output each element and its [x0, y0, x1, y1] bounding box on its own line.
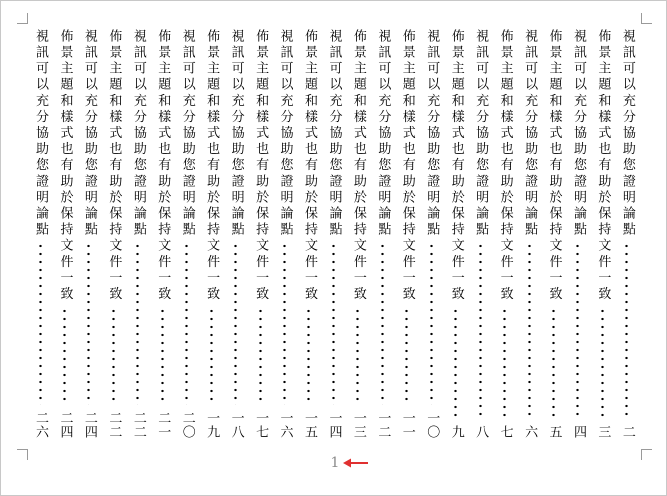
toc-entry-title: 佈景主題和樣式也有助於保持文件一致 [595, 29, 611, 303]
toc-entry[interactable] [153, 29, 171, 439]
toc-entry-title: 視訊可以充分協助您證明論點 [228, 29, 244, 239]
toc-entry[interactable] [80, 29, 98, 439]
toc-entry-title: 佈景主題和樣式也有助於保持文件一致 [253, 29, 269, 303]
left-arrow-icon [343, 457, 369, 469]
toc-entry-page-number: 三 [595, 425, 611, 439]
toc-leader-dots [479, 242, 482, 419]
toc-entry-page-number: 二六 [33, 411, 48, 439]
toc-entry-title: 視訊可以充分協助您證明論點 [424, 29, 440, 239]
toc-leader-dots [625, 242, 628, 419]
toc-entry-page-number: 二 [619, 425, 635, 439]
toc-entry-title: 佈景主題和樣式也有助於保持文件一致 [106, 29, 122, 303]
toc-entry[interactable] [520, 29, 538, 439]
toc-entry-page-number: 二二 [106, 411, 122, 439]
toc-entry[interactable] [398, 29, 416, 439]
crop-mark-bottom-right [641, 449, 652, 460]
toc-leader-dots [161, 307, 164, 405]
toc-leader-dots [430, 242, 433, 405]
toc-entry[interactable] [422, 29, 440, 439]
toc-entry-page-number: 一七 [253, 411, 269, 439]
toc-leader-dots [552, 307, 555, 419]
toc-entry[interactable] [618, 29, 636, 439]
toc-leader-dots [332, 242, 335, 405]
toc-leader-dots [112, 307, 115, 405]
toc-leader-dots [454, 307, 457, 419]
toc-entry-page-number: 六 [522, 425, 538, 439]
toc-entry-page-number: 四 [570, 425, 586, 439]
toc-entry-page-number: 二四 [81, 411, 97, 439]
toc-entry-title: 佈景主題和樣式也有助於保持文件一致 [350, 29, 366, 303]
toc-entry[interactable] [471, 29, 489, 439]
toc-entry[interactable] [202, 29, 220, 439]
toc-entry-page-number: 一〇 [424, 411, 440, 439]
toc-entry[interactable] [569, 29, 587, 439]
toc-entry[interactable] [178, 29, 196, 439]
toc-entry-title: 佈景主題和樣式也有助於保持文件一致 [546, 29, 562, 303]
toc-entry[interactable] [300, 29, 318, 439]
toc-entry-page-number: 二〇 [179, 411, 195, 439]
toc-entry-page-number: 一九 [204, 411, 220, 439]
toc-leader-dots [528, 242, 531, 419]
toc-leader-dots [210, 307, 213, 405]
toc-entry-page-number: 一一 [399, 411, 415, 439]
toc-entry-page-number: 一二 [375, 411, 391, 439]
toc-entry-title: 佈景主題和樣式也有助於保持文件一致 [204, 29, 220, 303]
toc-entry-page-number: 一五 [301, 411, 317, 439]
toc-entry-title: 視訊可以充分協助您證明論點 [81, 29, 97, 239]
toc-entry-title: 視訊可以充分協助您證明論點 [619, 29, 635, 239]
toc-entry[interactable] [129, 29, 147, 439]
toc-entry[interactable] [31, 29, 49, 439]
toc-entry-page-number: 二二 [130, 411, 146, 439]
toc-entry-page-number: 一四 [326, 411, 342, 439]
toc-entry[interactable] [227, 29, 245, 439]
toc-entry[interactable] [324, 29, 342, 439]
toc-leader-dots [234, 242, 237, 405]
toc-entry-title: 視訊可以充分協助您證明論點 [33, 29, 48, 239]
toc-entry[interactable] [496, 29, 514, 439]
toc-leader-dots [601, 307, 604, 419]
toc-entry-title: 視訊可以充分協助您證明論點 [522, 29, 538, 239]
toc-entry-title: 佈景主題和樣式也有助於保持文件一致 [448, 29, 464, 303]
crop-mark-top-right [641, 13, 652, 24]
toc-entry-page-number: 七 [497, 425, 513, 439]
toc-leader-dots [63, 307, 66, 405]
toc-entry-page-number: 五 [546, 425, 562, 439]
toc-entry-page-number: 一八 [228, 411, 244, 439]
crop-mark-bottom-left [17, 449, 28, 460]
toc-entry[interactable] [104, 29, 122, 439]
toc-entry[interactable] [373, 29, 391, 439]
toc-entry-title: 佈景主題和樣式也有助於保持文件一致 [301, 29, 317, 303]
toc-entry[interactable] [276, 29, 294, 439]
toc-entry[interactable] [447, 29, 465, 439]
toc-entry-title: 佈景主題和樣式也有助於保持文件一致 [155, 29, 171, 303]
toc-entry-page-number: 一三 [350, 411, 366, 439]
toc-entry-title: 佈景主題和樣式也有助於保持文件一致 [57, 29, 73, 303]
toc-leader-dots [39, 242, 42, 405]
toc-leader-dots [87, 242, 90, 405]
toc-entry-title: 視訊可以充分協助您證明論點 [326, 29, 342, 239]
toc-entry-page-number: 九 [448, 425, 464, 439]
toc-leader-dots [136, 242, 139, 405]
toc-entry-title: 佈景主題和樣式也有助於保持文件一致 [399, 29, 415, 303]
toc-entry-page-number: 八 [473, 425, 489, 439]
toc-entry[interactable] [55, 29, 73, 439]
toc-entry[interactable] [593, 29, 611, 439]
toc-entry-title: 視訊可以充分協助您證明論點 [179, 29, 195, 239]
toc-entry-title: 佈景主題和樣式也有助於保持文件一致 [497, 29, 513, 303]
toc-leader-dots [307, 307, 310, 405]
toc-leader-dots [283, 242, 286, 405]
toc-entry-title: 視訊可以充分協助您證明論點 [375, 29, 391, 239]
toc-entry-title: 視訊可以充分協助您證明論點 [473, 29, 489, 239]
footer-page-number: 1 [330, 455, 340, 471]
toc-leader-dots [185, 242, 188, 405]
toc-entry-page-number: 二一 [155, 411, 171, 439]
crop-mark-top-left [17, 13, 28, 24]
toc-entry[interactable] [349, 29, 367, 439]
toc-leader-dots [356, 307, 359, 405]
toc-leader-dots [405, 307, 408, 405]
toc-leader-dots [381, 242, 384, 405]
toc-leader-dots [259, 307, 262, 405]
table-of-contents [31, 29, 636, 439]
toc-leader-dots [576, 242, 579, 419]
toc-leader-dots [503, 307, 506, 419]
toc-entry-title: 視訊可以充分協助您證明論點 [277, 29, 293, 239]
toc-entry-page-number: 二四 [57, 411, 73, 439]
toc-entry-title: 視訊可以充分協助您證明論點 [570, 29, 586, 239]
toc-entry-title: 視訊可以充分協助您證明論點 [130, 29, 146, 239]
toc-entry[interactable] [251, 29, 269, 439]
toc-entry-page-number: 一六 [277, 411, 293, 439]
toc-entry[interactable] [545, 29, 563, 439]
